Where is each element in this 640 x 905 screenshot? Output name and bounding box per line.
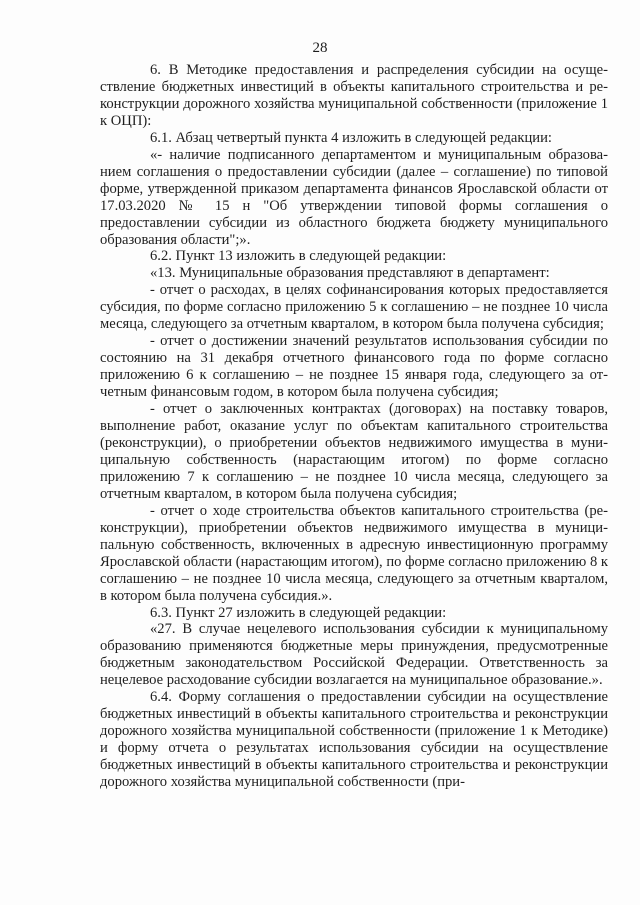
paragraph-13-intro: «13. Муниципальные образования представляют в департамент: <box>150 265 550 282</box>
paragraph-13-item-1: - отчет о расходах, в целях софинансирования которых предоставляется субсидия, по форме согласно приложению 5 к соглашению – не позднее 10 числа месяца, следующего за отчетным кварталом, в котором была получена субсидия; <box>100 282 608 333</box>
paragraph-6-2-heading: 6.2. Пункт 13 изложить в следующей редакции: <box>150 248 447 265</box>
paragraph-13-item-3: - отчет о заключенных контрактах (договорах) на поставку товаров, выполнение работ, оказание услуг по объектам капитального строительства (реконструкции), о приобретении объектов недвижимого имущества в муниципальную собственность (нарастающим итогом) по форме согласно приложению 7 к соглашению – не позднее 10 числа месяца, следующего за отчетным кварталом, в котором была получена субсидия; <box>100 401 608 502</box>
paragraph-13-item-4: - отчет о ходе строительства объектов капитального строительства (реконструкции), приобретении объектов недвижимого имущества в муниципальную собственность, включенных в адресную инвестиционную программу Ярославской области (нарастающим итогом), по форме согласно приложению 8 к соглашению – не позднее 10 числа месяца, следующего за отчетным кварталом, в котором была получена субсидия.». <box>100 502 609 604</box>
paragraph-13-item-2: - отчет о достижении значений результатов использования субсидии по состоянию на 31 декабря отчетного финансового года по форме согласно приложению 6 к соглашению – не позднее 15 января года, следующего за отчетным финансовым годом, в котором была получена субсидия; <box>100 333 608 401</box>
paragraph-6: 6. В Методике предоставления и распределения субсидии на осуществление бюджетных инвестиций в объекты капитального строительства и реконструкции дорожного хозяйства муниципальной собственности (приложение 1 к ОЦП): <box>100 62 608 129</box>
paragraph-6-3-heading: 6.3. Пункт 27 изложить в следующей редакции: <box>150 604 447 621</box>
paragraph-6-1-text: «- наличие подписанного департаментом и муниципальным образованием соглашения о предоставлении субсидии (далее – соглашение) по типовой форме, утвержденной приказом департамента финансов Ярославской области от 17.03.2020 № 15 н "Об утверждении типовой формы соглашения о предоставлении субсидии из областного бюджета бюджету муниципального образования области";». <box>100 146 608 248</box>
paragraph-27-text: «27. В случае нецелевого использования субсидии к муниципальному образованию применяются бюджетные меры принуждения, предусмотренные бюджетным законодательством Российской Федерации. Ответственность за нецелевое расходование субсидии возлагается на муниципальное образование.». <box>100 621 608 689</box>
paragraph-6-1-heading: 6.1. Абзац четвертый пункта 4 изложить в следующей редакции: <box>150 129 552 146</box>
document-body <box>100 62 608 791</box>
page-number: 28 <box>312 40 328 56</box>
paragraph-6-4: 6.4. Форму соглашения о предоставлении субсидии на осуществление бюджетных инвестиций в объекты капитального строительства и реконструкции дорожного хозяйства муниципальной собственности (приложение 1 к Методике) и форму отчета о результатах использования субсидии на осуществление бюджетных инвестиций в объекты капитального строительства и реконструкции дорожного хозяйства муниципальной собственности (при- <box>100 689 608 791</box>
